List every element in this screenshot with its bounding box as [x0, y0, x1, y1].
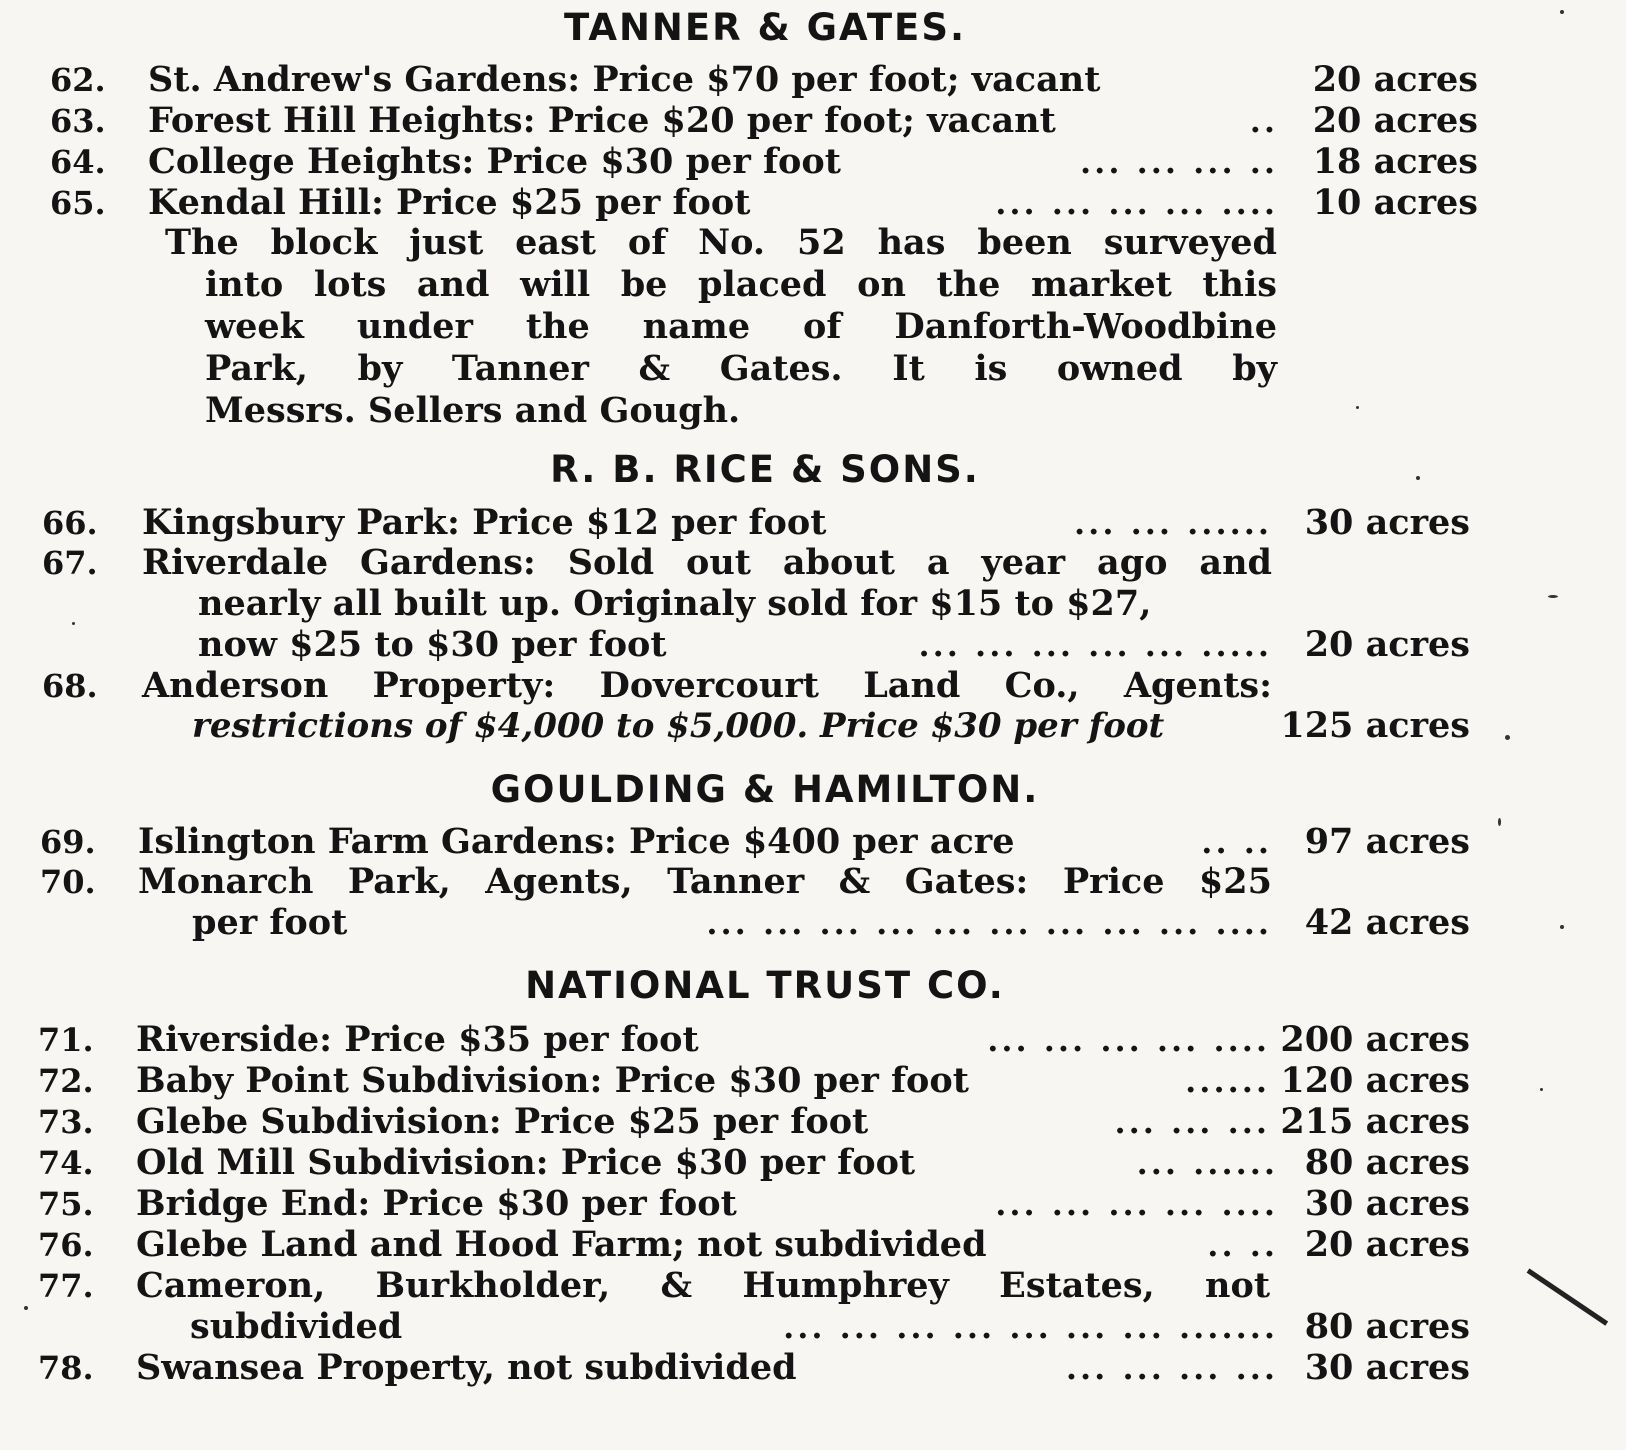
- entry-text: St. Andrew's Gardens: Price $70 per foot; vacant: [148, 59, 1101, 100]
- scan-speck: [1560, 925, 1564, 929]
- entry-acres: 80 acres: [1304, 1306, 1470, 1347]
- entry-text: Glebe Subdivision: Price $25 per foot: [136, 1101, 869, 1142]
- entry-number: 71.: [38, 1021, 94, 1059]
- dot-leader: ... ... ... ..: [1080, 143, 1278, 181]
- scan-speck: [1548, 595, 1558, 598]
- entry-number: 68.: [42, 667, 98, 705]
- entry-number: 74.: [38, 1144, 94, 1182]
- dot-leader: ......: [1185, 1062, 1270, 1100]
- entry-number: 76.: [38, 1226, 94, 1264]
- entry-acres: 30 acres: [1304, 1183, 1470, 1224]
- entry-number: 77.: [38, 1267, 94, 1305]
- note-line: Park, by Tanner & Gates. It is owned by: [205, 348, 1277, 389]
- note-line: into lots and will be placed on the market this: [205, 264, 1277, 305]
- entry-text-continued: nearly all built up. Originaly sold for $15 to $27,: [198, 583, 1152, 624]
- entry-text-continued: restrictions of $4,000 to $5,000. Price $30 per foot: [192, 706, 1165, 746]
- section-heading-goulding-hamilton: GOULDING & HAMILTON.: [490, 768, 1040, 811]
- dot-leader: ... ... ... ... ....: [995, 1185, 1278, 1223]
- dot-leader: ... ... ... ... ....: [987, 1021, 1270, 1059]
- section-heading-national-trust: NATIONAL TRUST CO.: [525, 964, 1005, 1007]
- scan-speck: [1560, 10, 1564, 14]
- entry-acres: 97 acres: [1304, 821, 1470, 862]
- entry-acres: 30 acres: [1304, 1347, 1470, 1388]
- note-line: Messrs. Sellers and Gough.: [205, 390, 741, 431]
- section-heading-rice-sons: R. B. RICE & SONS.: [550, 448, 980, 491]
- dot-leader: .. ..: [1201, 823, 1272, 861]
- scan-speck: [1498, 818, 1501, 826]
- entry-acres: 200 acres: [1280, 1019, 1470, 1060]
- dot-leader: ... ... ...: [1114, 1103, 1270, 1141]
- scan-speck: [1505, 735, 1510, 740]
- entry-text: Old Mill Subdivision: Price $30 per foot: [136, 1142, 916, 1183]
- entry-text: College Heights: Price $30 per foot: [148, 141, 841, 182]
- entry-acres: 20 acres: [1304, 624, 1470, 665]
- entry-number: 65.: [50, 184, 106, 222]
- dot-leader: ... ... ... ... ... .....: [918, 626, 1272, 664]
- entry-text: Riverside: Price $35 per foot: [136, 1019, 699, 1060]
- entry-text: Islington Farm Gardens: Price $400 per acre: [138, 821, 1015, 862]
- entry-number: 70.: [40, 863, 96, 901]
- scan-speck: [1540, 1088, 1543, 1091]
- entry-text-continued: now $25 to $30 per foot: [198, 624, 667, 665]
- entry-text-continued: subdivided: [190, 1306, 403, 1347]
- entry-text: Anderson Property: Dovercourt Land Co., Agents:: [142, 665, 1272, 706]
- dot-leader: ... ... ... ...: [1065, 1349, 1278, 1387]
- dot-leader: ... ... ... ... ... ... ... ... ... ....: [706, 904, 1272, 942]
- entry-number: 72.: [38, 1062, 94, 1100]
- scan-speck: [24, 1306, 28, 1310]
- entry-number: 66.: [42, 504, 98, 542]
- dot-leader: ... ......: [1136, 1144, 1278, 1182]
- entry-number: 75.: [38, 1185, 94, 1223]
- entry-text: Riverdale Gardens: Sold out about a year ago and: [142, 542, 1272, 583]
- entry-acres: 125 acres: [1280, 705, 1470, 746]
- entry-text: Cameron, Burkholder, & Humphrey Estates, not: [136, 1265, 1270, 1306]
- entry-acres: 10 acres: [1312, 182, 1478, 223]
- dot-leader: ... ... ......: [1074, 504, 1272, 542]
- entry-number: 73.: [38, 1103, 94, 1141]
- entry-number: 63.: [50, 102, 106, 140]
- entry-text-continued: per foot: [192, 902, 348, 943]
- scan-speck: [1416, 476, 1420, 480]
- entry-acres: 30 acres: [1304, 502, 1470, 543]
- entry-text: Kingsbury Park: Price $12 per foot: [142, 502, 827, 543]
- entry-number: 67.: [42, 544, 98, 582]
- entry-number: 78.: [38, 1349, 94, 1387]
- entry-text: Swansea Property, not subdivided: [136, 1347, 797, 1388]
- entry-number: 69.: [40, 823, 96, 861]
- dot-leader: ..: [1249, 102, 1278, 140]
- scan-speck: [1356, 406, 1359, 409]
- entry-acres: 120 acres: [1280, 1060, 1470, 1101]
- entry-text: Glebe Land and Hood Farm; not subdivided: [136, 1224, 987, 1265]
- entry-acres: 42 acres: [1304, 902, 1470, 943]
- dot-leader: ... ... ... ... ... ... ... .......: [783, 1308, 1278, 1346]
- section-heading-tanner-gates: TANNER & GATES.: [563, 6, 967, 49]
- entry-text: Forest Hill Heights: Price $20 per foot; vacant: [148, 100, 1056, 141]
- entry-acres: 215 acres: [1280, 1101, 1470, 1142]
- note-line: week under the name of Danforth-Woodbine: [205, 306, 1277, 347]
- entry-text: Kendal Hill: Price $25 per foot: [148, 182, 751, 223]
- entry-acres: 20 acres: [1304, 1224, 1470, 1265]
- entry-acres: 20 acres: [1312, 59, 1478, 100]
- entry-text: Monarch Park, Agents, Tanner & Gates: Price $25: [138, 861, 1272, 902]
- note-line: The block just east of No. 52 has been surveyed: [165, 222, 1277, 263]
- entry-text: Bridge End: Price $30 per foot: [136, 1183, 737, 1224]
- entry-acres: 20 acres: [1312, 100, 1478, 141]
- entry-acres: 80 acres: [1304, 1142, 1470, 1183]
- scan-speck: [72, 622, 75, 625]
- dot-leader: ... ... ... ... ....: [995, 184, 1278, 222]
- scan-streak: [1527, 1268, 1609, 1325]
- entry-number: 64.: [50, 143, 106, 181]
- entry-text: Baby Point Subdivision: Price $30 per foot: [136, 1060, 969, 1101]
- entry-acres: 18 acres: [1312, 141, 1478, 182]
- entry-number: 62.: [50, 61, 106, 99]
- dot-leader: .. ..: [1207, 1226, 1278, 1264]
